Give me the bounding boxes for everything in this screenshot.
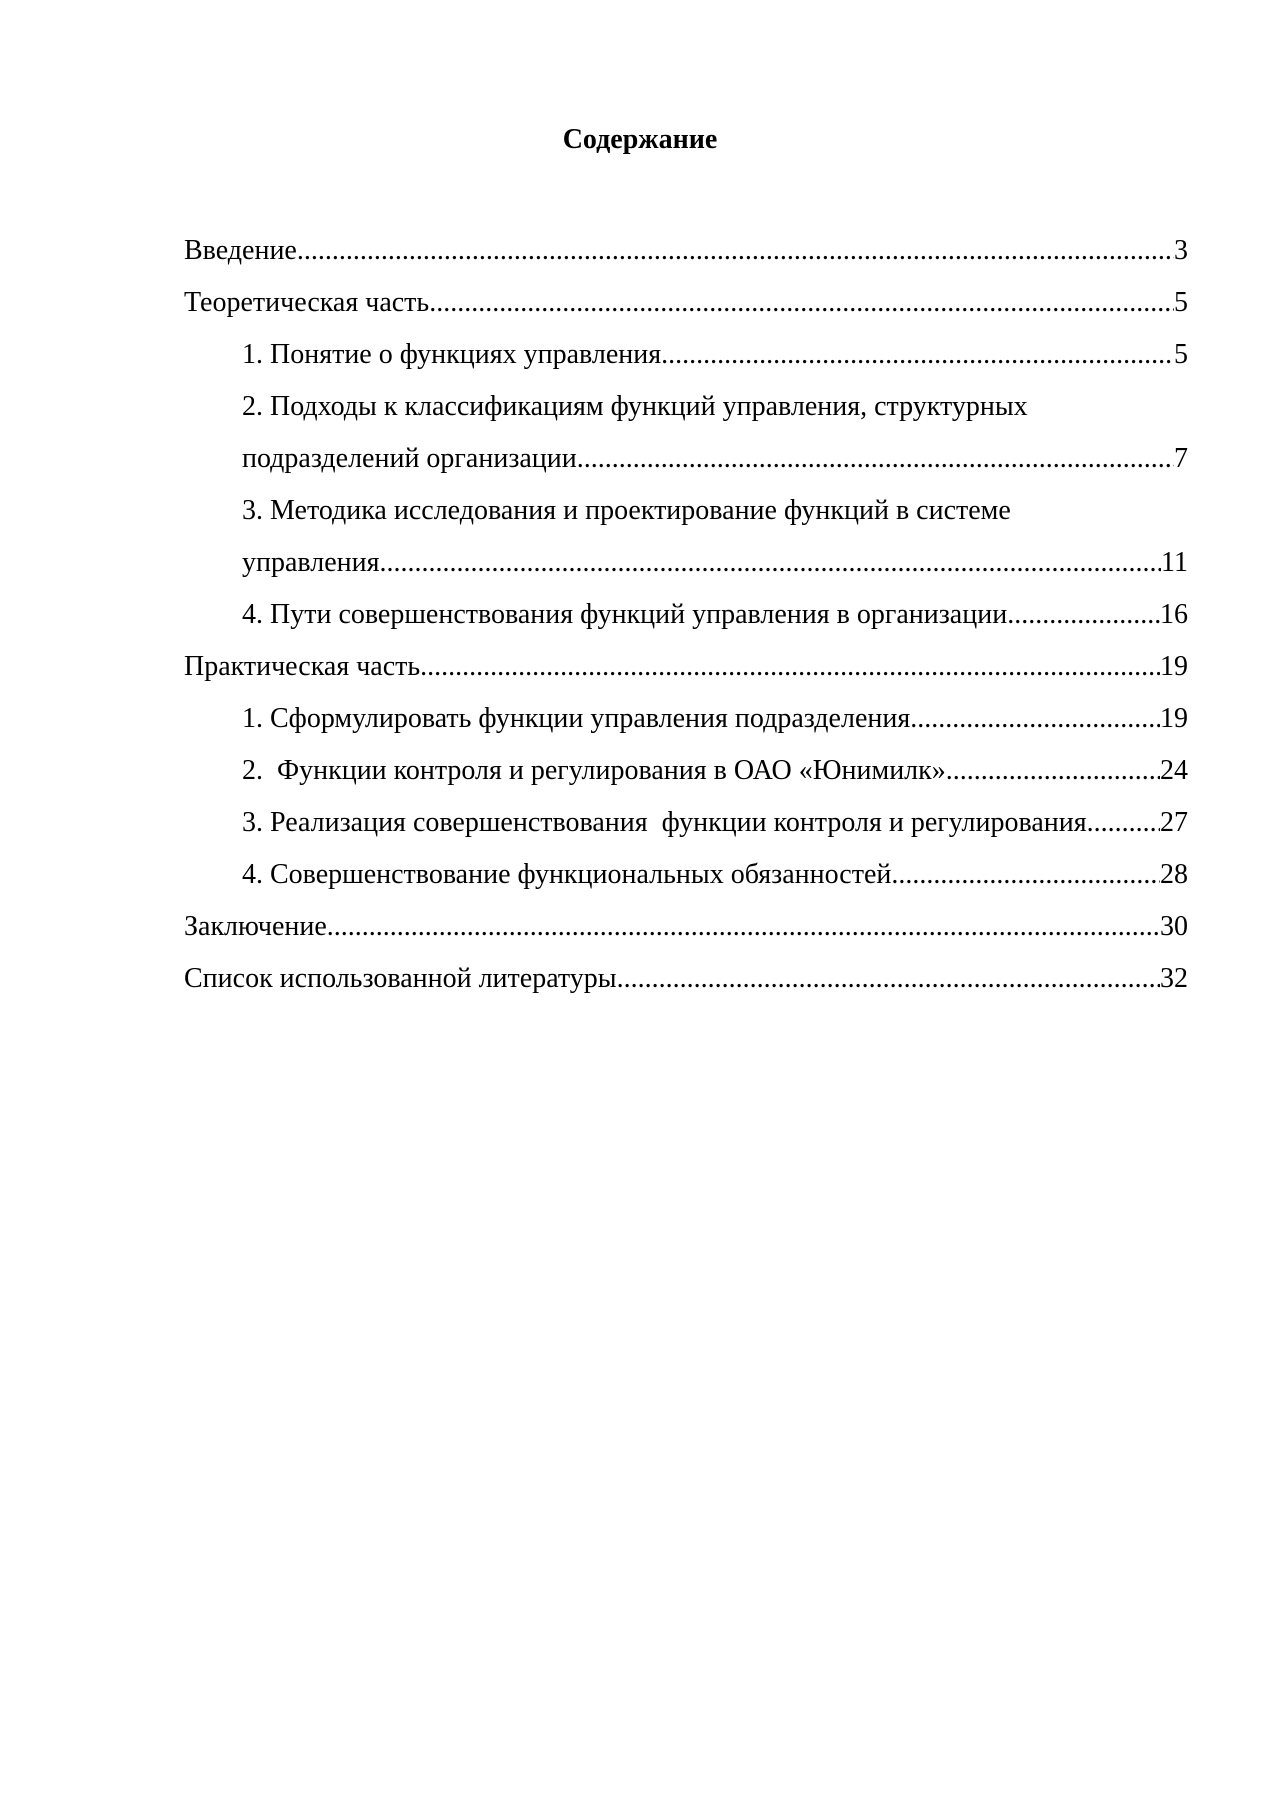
- toc-entry-theory-2[interactable]: [184, 381, 1188, 485]
- toc-page-number: 32: [1160, 963, 1188, 994]
- toc-page-number: 24: [1160, 755, 1188, 786]
- toc-page-number: 16: [1160, 599, 1188, 630]
- toc-dot-leader: [297, 225, 1174, 277]
- toc-dot-leader: [617, 953, 1160, 1005]
- toc-entry-label: 4. Пути совершенствования функций управления в организации: [242, 599, 1008, 630]
- toc-entry-label: управления: [242, 547, 380, 578]
- toc-page-number: 7: [1174, 443, 1188, 474]
- toc-page-number: 5: [1174, 339, 1188, 370]
- toc-entry-introduction[interactable]: [184, 225, 1188, 277]
- toc-entry-practice-4[interactable]: [184, 849, 1188, 901]
- toc-entry-practice-1[interactable]: [184, 693, 1188, 745]
- toc-entry-bibliography[interactable]: [184, 953, 1188, 1005]
- toc-page-number: 3: [1174, 235, 1188, 266]
- toc-entry-practice-3[interactable]: [184, 797, 1188, 849]
- toc-dot-leader: [661, 329, 1174, 381]
- toc-dot-leader: [327, 901, 1160, 953]
- toc-page-number: 11: [1161, 547, 1188, 578]
- toc-entry-theory-4[interactable]: [184, 589, 1188, 641]
- page-title: Содержание: [562, 124, 718, 155]
- toc-page-number: 30: [1160, 911, 1188, 942]
- toc-dot-leader: [946, 745, 1160, 797]
- toc-entry-label: 4. Совершенствование функциональных обязанностей: [242, 859, 892, 890]
- toc-entry-theory-1[interactable]: [184, 329, 1188, 381]
- toc-page-number: 5: [1174, 287, 1188, 318]
- toc-entry-label: Введение: [184, 235, 297, 266]
- toc-entry-theory-3[interactable]: [184, 485, 1188, 589]
- table-of-contents: [184, 225, 1188, 1005]
- toc-dot-leader: [1087, 797, 1160, 849]
- toc-entry-label: подразделений организации: [242, 443, 577, 474]
- toc-entry-label: Теоретическая часть: [184, 287, 430, 318]
- toc-page-number: 19: [1160, 703, 1188, 734]
- toc-entry-label-line-1: 2. Подходы к классификациям функций управления, структурных: [242, 391, 1028, 422]
- toc-entry-label: Заключение: [184, 911, 327, 942]
- toc-entry-label: 2. Функции контроля и регулирования в ОАО «Юнимилк»: [242, 755, 946, 786]
- toc-entry-label: 1. Понятие о функциях управления: [242, 339, 662, 370]
- toc-entry-label: 1. Сформулировать функции управления подразделения: [242, 703, 911, 734]
- toc-entry-label-line-1: 3. Методика исследования и проектирование функций в системе: [242, 495, 1011, 526]
- toc-dot-leader: [429, 277, 1174, 329]
- toc-dot-leader: [910, 693, 1160, 745]
- toc-dot-leader: [380, 537, 1162, 589]
- toc-entry-practical-part[interactable]: [184, 641, 1188, 693]
- toc-entry-label: Список использованной литературы: [184, 963, 617, 994]
- toc-dot-leader: [577, 433, 1174, 485]
- toc-dot-leader: [891, 849, 1160, 901]
- toc-page-number: 27: [1160, 807, 1188, 838]
- toc-entry-label: Практическая часть: [184, 651, 421, 682]
- toc-page-number: 19: [1160, 651, 1188, 682]
- toc-entry-label: 3. Реализация совершенствования функции контроля и регулирования: [242, 807, 1087, 838]
- toc-entry-conclusion[interactable]: [184, 901, 1188, 953]
- toc-entry-practice-2[interactable]: [184, 745, 1188, 797]
- toc-entry-theoretical-part[interactable]: [184, 277, 1188, 329]
- toc-dot-leader: [420, 641, 1160, 693]
- toc-dot-leader: [1007, 589, 1160, 641]
- toc-page-number: 28: [1160, 859, 1188, 890]
